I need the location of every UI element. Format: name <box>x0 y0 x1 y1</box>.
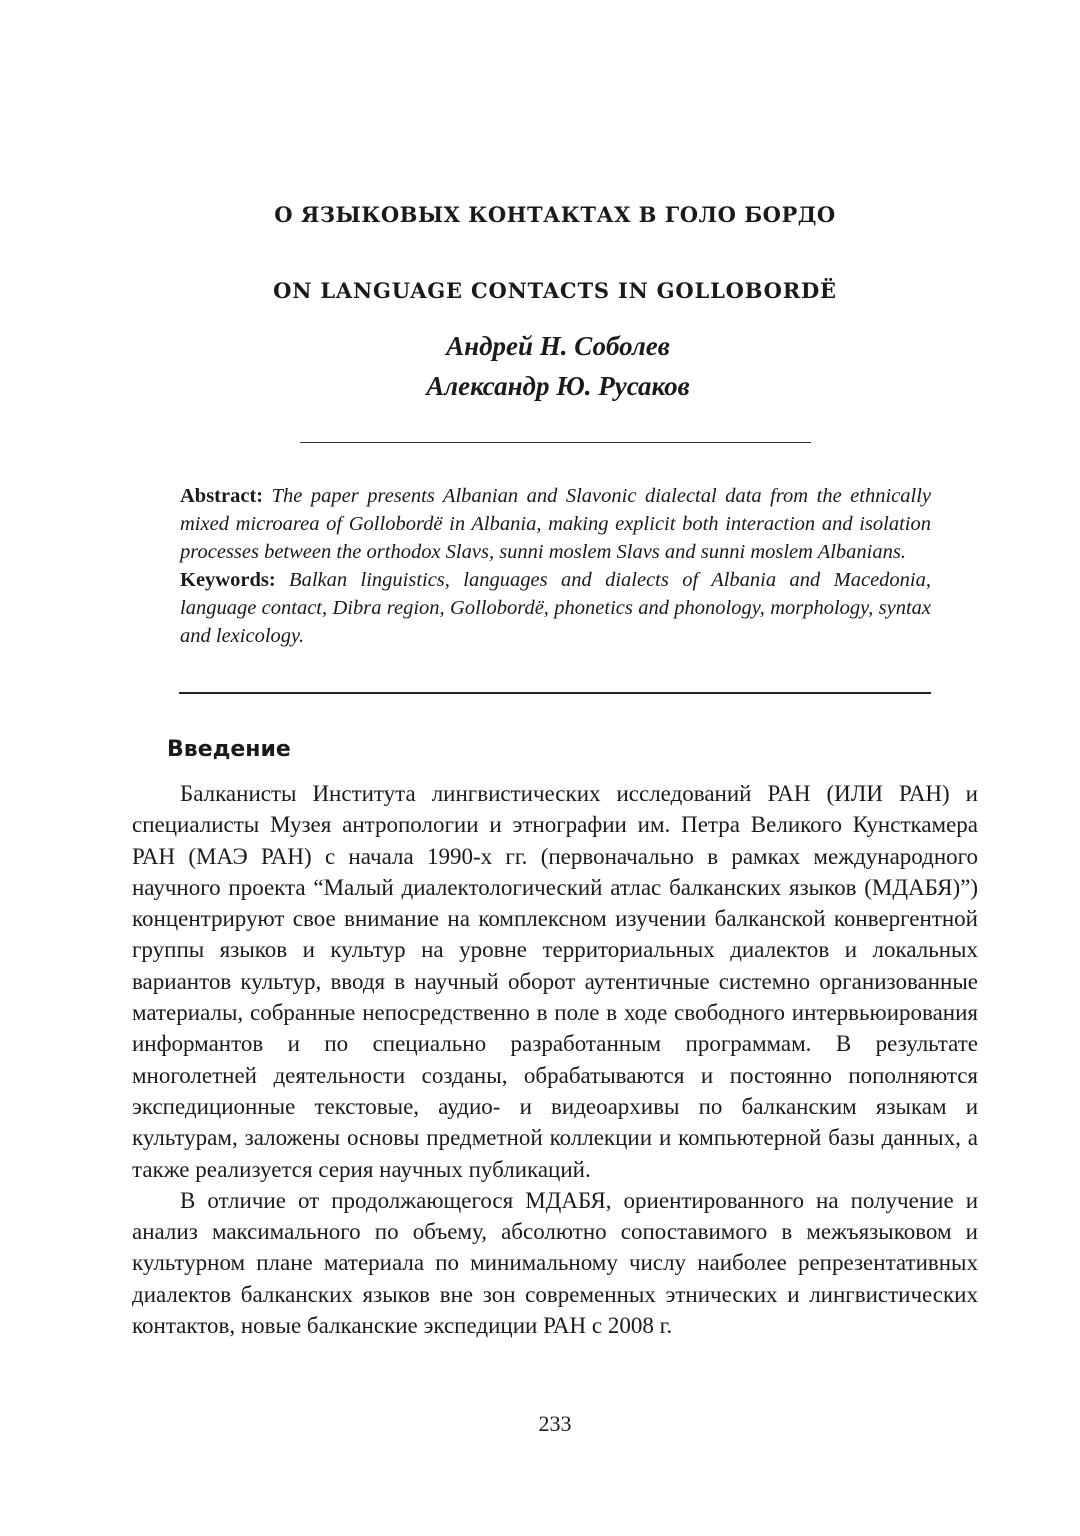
keywords-text: Balkan linguistics, languages and dialects of Albania and Macedonia, language contact, Dibra region, Gollobordë, phonetics and phonology, morphology, syntax and lexicology. <box>180 569 931 647</box>
title-russian: О ЯЗЫКОВЫХ КОНТАКТАХ В ГОЛО БОРДО <box>274 202 836 227</box>
body-text <box>132 778 978 1341</box>
divider-bottom <box>179 692 931 694</box>
author-2: Александр Ю. Русаков <box>426 371 690 401</box>
title-english: ON LANGUAGE CONTACTS IN GOLLOBORDË <box>273 278 837 303</box>
keywords-paragraph <box>180 566 931 650</box>
body-paragraph: Балканисты Института лингвистических исследований РАН (ИЛИ РАН) и специалисты Музея антропологии и этнографии им. Петра Великого Кунсткамера РАН (МАЭ РАН) с начала 1990-х гг. (первоначально в рамках международного научного проекта “Малый диалектологический атлас балканских языков (МДАБЯ)”) концентрируют свое внимание на комплексном изучении балканской конвергентной группы языков и культур на уровне территориальных диалектов и локальных вариантов культур, вводя в научный оборот аутентичные системно организованные материалы, собранные непосредственно в поле в ходе свободного интервьюирования информантов и по специально разработанным программам. В результате многолетней деятельности созданы, обрабатываются и постоянно пополняются экспедиционные текстовые, аудио- и видеоархивы по балканским языкам и культурам, заложены основы предметной коллекции и компьютерной базы данных, а также реализуется серия научных публикаций. <box>132 781 978 1182</box>
section-heading: Введение <box>167 737 291 762</box>
page-number: 233 <box>538 1411 572 1436</box>
abstract-paragraph <box>180 482 931 566</box>
abstract-label: Abstract: <box>180 485 264 507</box>
abstract-text: The paper presents Albanian and Slavonic dialectal data from the ethnically mixed microarea of Gollobordë in Albania, making explicit both interaction and isolation processes between the orthodox Slavs, sunni moslem Slavs and sunni moslem Albanians. <box>180 485 932 563</box>
author-1: Андрей Н. Соболев <box>446 331 670 361</box>
divider-top <box>300 442 811 443</box>
body-paragraph: В отличие от продолжающегося МДАБЯ, ориентированного на получение и анализ максимального по объему, абсолютно сопоставимого в межъязыковом и культурном плане материала по минимальному числу наиболее репрезентативных диалектов балканских языков вне зон современных этнических и лингвистических контактов, новые балканские экспедиции РАН с 2008 г. <box>132 1187 978 1339</box>
abstract-block <box>180 482 931 650</box>
keywords-label: Keywords: <box>180 569 276 591</box>
